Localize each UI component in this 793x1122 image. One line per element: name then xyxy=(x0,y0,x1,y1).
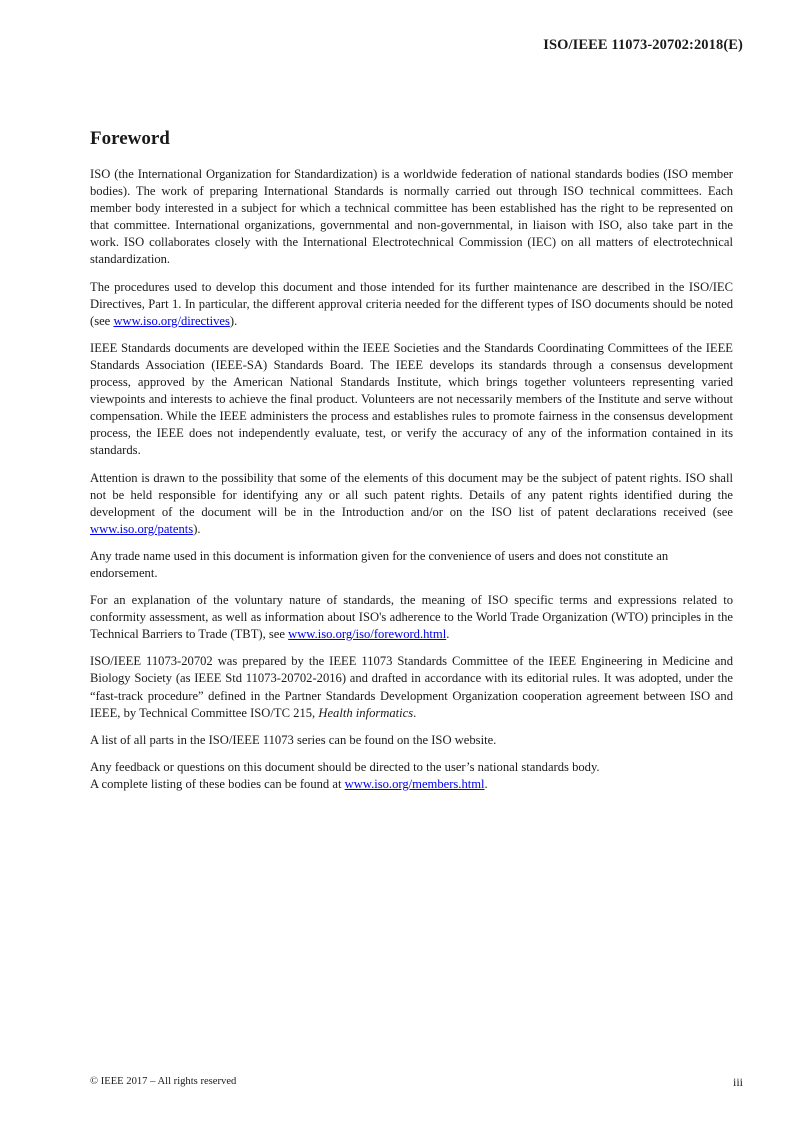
paragraph-text: Attention is drawn to the possibility that some of the elements of this document may be the subject of patent rights. ISO shall not be held responsible for identifying any or all such patent rights. Details of any patent rights identified during the development of the document will be in the Introduction and/or on the ISO list of patent declarations received (see xyxy=(90,470,733,519)
paragraph-text: Any feedback or questions on this document should be directed to the user’s national standards body. xyxy=(90,759,600,774)
document-code-header: ISO/IEEE 11073-20702:2018(E) xyxy=(543,37,743,53)
committee-name-italic: Health informatics xyxy=(318,705,414,720)
paragraph-text: ). xyxy=(193,521,201,536)
foreword-body xyxy=(90,166,733,803)
paragraph-text: . xyxy=(484,776,488,791)
footer-copyright: © IEEE 2017 – All rights reserved xyxy=(90,1076,237,1087)
page-number: iii xyxy=(732,1075,743,1089)
paragraph-voluntary-nature xyxy=(90,592,733,643)
paragraph-ieee-standards: IEEE Standards documents are developed within the IEEE Societies and the Standards Coordinating Committees of the IEEE Standards Association (IEEE-SA) Standards Board. The IEEE develops its standards through a consensus development process, approved by the American National Standards Institute, which brings together volunteers representing varied viewpoints and interests to achieve the final product. Volunteers are not necessarily members of the Institute and serve without compensation. While the IEEE administers the process and establishes rules to promote fairness in the consensus development process, the IEEE does not independently evaluate, test, or verify the accuracy of any of the information contained in its standards. xyxy=(90,340,733,458)
paragraph-text: For an explanation of the voluntary nature of standards, the meaning of ISO specific terms and expressions related to conformity assessment, as well as information about ISO's adherence to the World Trade Organization (WTO) principles in the Technical Barriers to Trade (TBT), see xyxy=(90,593,733,642)
paragraph-procedures xyxy=(90,279,733,330)
paragraph-text: ). xyxy=(229,313,238,328)
patents-link[interactable]: www.iso.org/patents xyxy=(90,521,194,536)
paragraph-text: . xyxy=(446,627,450,642)
paragraph-prepared-by xyxy=(90,653,733,721)
paragraph-trade-name: Any trade name used in this document is information given for the convenience of users and does not constitute an endorsement. xyxy=(90,548,669,580)
paragraph-series-list: A list of all parts in the ISO/IEEE 11073 series can be found on the ISO website. xyxy=(90,732,497,747)
paragraph-text: The procedures used to develop this document and those intended for its further maintenance are described in the ISO/IEC Directives, Part 1. In particular, the different approval criteria needed for the different types of ISO documents should be noted (see xyxy=(90,279,733,328)
directives-link[interactable]: www.iso.org/directives xyxy=(113,313,230,328)
paragraph-text: . xyxy=(413,705,417,720)
paragraph-feedback xyxy=(90,759,733,793)
paragraph-text: ISO/IEEE 11073-20702 was prepared by the IEEE 11073 Standards Committee of the IEEE Engineering in Medicine and Biology Society (as IEEE Std 11073-20702-2016) and drafted in accordance with its editorial rules. It was adopted, under the “fast-track procedure” defined in the Partner Standards Development Organization cooperation agreement between ISO and IEEE, by Technical Committee ISO/TC 215, xyxy=(90,654,733,720)
members-link[interactable]: www.iso.org/members.html xyxy=(344,776,485,791)
page-title: Foreword xyxy=(90,128,170,149)
foreword-link[interactable]: www.iso.org/iso/foreword.html xyxy=(288,627,447,642)
paragraph-iso-intro: ISO (the International Organization for Standardization) is a worldwide federation of national standards bodies (ISO member bodies). The work of preparing International Standards is normally carried out through ISO technical committees. Each member body interested in a subject for which a technical committee has been established has the right to be represented on that committee. International organizations, governmental and non-governmental, in liaison with ISO, also take part in the work. ISO collaborates closely with the International Electrotechnical Commission (IEC) on all matters of electrotechnical standardization. xyxy=(90,167,733,267)
paragraph-patents xyxy=(90,470,733,538)
paragraph-text: A complete listing of these bodies can be found at xyxy=(90,776,345,791)
